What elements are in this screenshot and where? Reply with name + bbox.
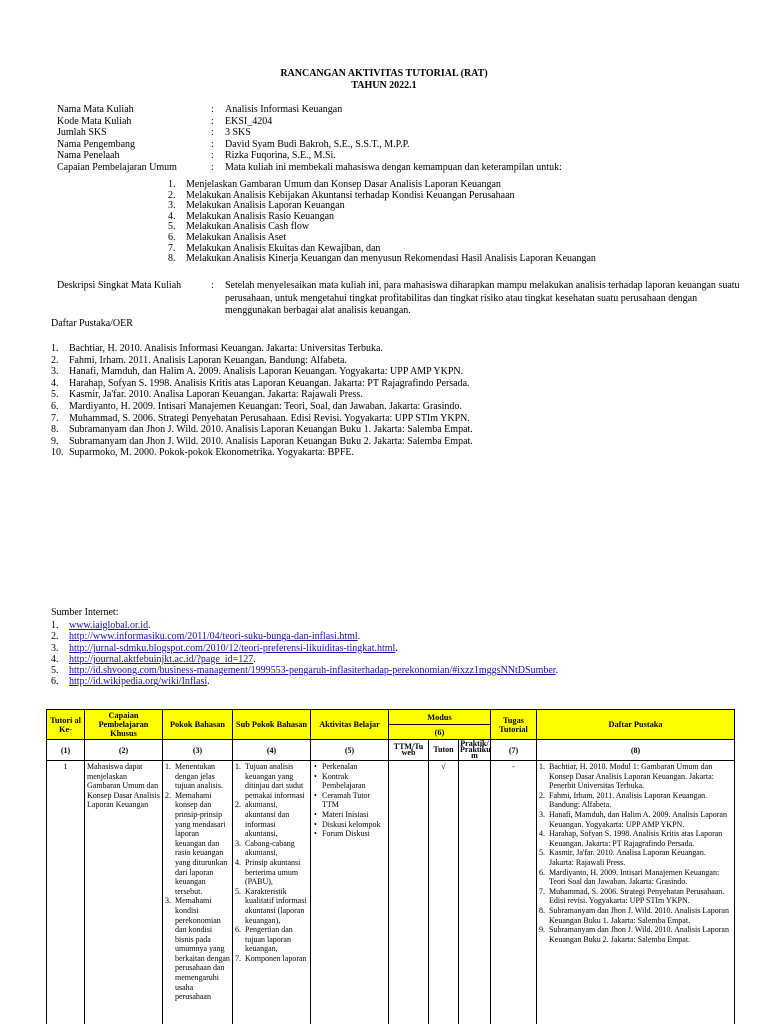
item-text: Harahap, Sofyan S. 1998. Analisis Kritis atas Laporan Keuangan. Jakarta: PT Rajagrafindo Persada. [69,377,470,389]
item-text: Subramanyam dan Jhon J. Wild. 2010. Analisis Laporan Keuangan Buku 2. Jakarta: Salemba Empat. [549,925,729,944]
item-number: 8. [168,253,176,265]
item-number: 2. [51,354,59,366]
item-text: Komponen laporan [245,953,307,963]
header-pokok-bahasan: Pokok Bahasan [163,710,233,740]
item-number: 5. [235,886,241,896]
list-item [51,366,473,378]
list-item [235,858,308,887]
internet-sources-list [51,620,558,688]
header-tugas: Tugas Tutorial [491,710,537,740]
item-text: Kasmir, Ja'far. 2010. Analisa Laporan Keuangan. Jakarta: Rajawali Press. [549,848,706,867]
item-number: 6. [51,676,59,688]
internet-sources-heading: Sumber Internet: [51,607,119,618]
header-aktivitas: Aktivitas Belajar [311,710,389,740]
list-item [51,401,473,413]
item-number: 5. [51,665,59,677]
item-text: Memahami kondisi perekonomian dan kondisi bisnis pada umumnya yang berkaitan dengan perusahaan dan memengaruhi usaha perusahaan [175,896,230,1002]
source-link[interactable]: www.iaiglobal.or.id [69,620,149,631]
header-modus-number: (6) [389,725,491,740]
item-number: 4. [168,210,176,222]
list-item [235,800,308,838]
document-year: TAHUN 2022.1 [351,80,417,91]
item-number: 7. [235,953,241,963]
source-link[interactable]: http://id.wikipedia.org/wiki/Inflasi [69,676,208,688]
document-title: RANCANGAN AKTIVITAS TUTORIAL (RAT) [280,68,488,79]
list-item: • Diskusi kelompok [313,820,386,830]
meta-label: Jumlah SKS [57,127,107,139]
header-modus: Modus [389,710,491,725]
item-text: Kasmir, Ja'far. 2010. Analisa Laporan Keuangan. Jakarta: Rajawali Press. [69,389,363,401]
list-item [51,413,473,425]
column-number: (4) [233,740,311,761]
punctuation: . [207,676,210,688]
table-row [47,761,735,1024]
item-text: Suparmoko, M. 2000. Pokok-pokok Ekonometrika. Yogyakarta: BPFE. [69,447,354,459]
header-ttm: TTM/Tu web [389,740,429,761]
list-item [539,906,732,925]
learning-outcomes-list [168,180,596,265]
item-text: Mardiyanto, H. 2009. Intisari Manajemen Keuangan: Teori Soal dan Jawaban. Jakarta: Grasindo. [549,867,720,887]
item-text: Subramanyam dan Jhon J. Wild. 2010. Analisis Laporan Keuangan Buku 1. Jakarta: Salemba Empat. [69,424,473,436]
item-number: 10. [51,447,64,459]
references-list [51,343,473,459]
meta-value: 3 SKS [225,127,251,139]
item-number: 8. [51,424,59,436]
list-item [539,762,732,791]
meta-value: Rizka Fuqorina, S.E., M.Si. [225,150,336,162]
meta-label: Nama Pengembang [57,138,136,150]
list-item [51,447,473,459]
header-tuton: Tuton [429,740,459,761]
list-item [165,791,230,897]
list-item [235,954,308,964]
item-number: 9. [51,435,59,447]
column-number: (2) [85,740,163,761]
list-item [235,762,308,800]
item-number: 3. [539,809,545,819]
list-item [539,887,732,906]
item-text: Hanafi, Mamduh, dan Halim A. 2009. Analisis Laporan Keuangan. Yogyakarta: UPP AMP YKPN. [549,809,727,829]
item-text: Menjelaskan Gambaran Umum dan Konsep Dasar Analisis Laporan Keuangan [186,179,501,190]
list-item [51,378,473,390]
meta-label: Capaian Pembelajaran Umum [57,161,177,173]
list-item: • Forum Diskusi [313,829,386,839]
item-text: Melakukan Analisis Laporan Keuangan [186,200,345,212]
item-text: Harahap, Sofyan S. 1998. Analisis Kritis atas Laporan Keuangan. Jakarta: PT Rajagrafindo Persada. [549,829,723,848]
meta-label: Kode Mata Kuliah [57,115,132,127]
cell-tuton-check: √ [429,761,459,1024]
item-number: 1. [235,762,241,771]
cell-tugas: - [491,761,537,1024]
item-number: 1. [51,343,59,354]
cell-daftar-pustaka [537,761,735,1024]
tutorial-activity-table [46,709,735,1024]
meta-colon: : [211,115,214,127]
item-text: Melakukan Analisis Kinerja Keuangan dan menyusun Rekomendasi Hasil Analisis Laporan Keuangan [186,253,596,265]
meta-value: Analisis Informasi Keuangan [225,104,343,115]
item-text: Mardiyanto, H. 2009. Intisari Manajemen Keuangan: Teori, Soal, dan Jawaban. Jakarta: Grasindo. [69,400,462,412]
item-text: Melakukan Analisis Cash flow [186,221,310,233]
item-text: Melakukan Analisis Ekuitas dan Kewajiban, dan [186,242,381,254]
list-item [539,810,732,829]
list-item [168,254,596,265]
cell-aktivitas [311,761,389,1024]
source-link[interactable]: http://www.informasiku.com/2011/04/teori-suku-bunga-dan-inflasi.html [69,631,358,643]
item-text: Menentukan dengan jelas tujuan analisis. [175,762,223,791]
meta-value: David Syam Budi Bakroh, S.E., S.S.T., M.P.P. [225,138,410,150]
punctuation: . [395,642,398,654]
cell-sub-pokok-bahasan [233,761,311,1024]
item-number: 5. [539,848,545,858]
item-number: 6. [51,400,59,412]
list-item [165,896,230,1002]
list-item [51,631,558,642]
item-text: Bachtiar, H. 2010. Modul 1: Gambaran Umum dan Konsep Dasar Analisis Laporan Keuangan. Jakarta: Penerbit Universitas Terbuka. [549,762,714,791]
item-text: Tujuan analisis keuangan yang ditinjau dari sudut pemakai informasi [245,762,305,800]
table-number-row [47,740,735,761]
item-number: 1. [51,620,59,631]
punctuation: . [555,665,559,677]
item-text: akuntansi, akuntansi dan informasi akuntansi, [245,800,290,839]
meta-colon: : [211,150,214,162]
column-number: (1) [47,740,85,761]
column-number: (7) [491,740,537,761]
item-number: 4. [51,377,59,389]
list-item [539,925,732,944]
list-item [51,676,558,687]
item-text: Muhammad, S. 2006. Strategi Penyehatan Perusahaan. Edisi Revisi. Yogyakarta: UPP STIm YKPN. [69,412,470,424]
meta-label: Nama Mata Kuliah [57,104,134,115]
item-number: 1. [165,762,171,771]
cell-pokok-bahasan [163,761,233,1024]
item-text: Karakteristik kualitatif informasi akuntansi (laporan keuangan), [245,886,307,925]
item-number: 2. [165,790,171,800]
cell-praktik [459,761,491,1024]
item-text: Melakukan Analisis Rasio Keuangan [186,210,335,222]
header-daftar-pustaka: Daftar Pustaka [537,710,735,740]
item-number: 4. [51,653,59,665]
item-text: Subramanyam dan Jhon J. Wild. 2010. Analisis Laporan Keuangan Buku 2. Jakarta: Salemba Empat. [69,435,473,447]
item-number: 1. [539,762,545,771]
item-text: Melakukan Analisis Kebijakan Akuntansi terhadap Kondisi Keuangan Perusahaan [186,189,515,201]
item-number: 4. [539,829,545,839]
list-item [51,424,473,436]
punctuation: . [357,631,361,643]
cell-capaian: Mahasiswa dapat menjelaskan Gambaran Umum dan Konsep Dasar Analisis Laporan Keuangan [85,761,163,1024]
description-label: Deskripsi Singkat Mata Kuliah [57,280,182,291]
item-number: 4. [235,857,241,867]
item-number: 6. [235,925,241,935]
item-text: Memahami konsep dan prinsip-prinsip yang mendasari laporan keuangan dan rasio keuangan yang diturunkan dari laporan keuangan tersebut. [175,790,228,896]
item-number: 5. [168,221,176,233]
column-number: (8) [537,740,735,761]
meta-value: Mata kuliah ini membekali mahasiswa dengan kemampuan dan keterampilan untuk: [225,161,562,173]
list-item [51,343,473,355]
item-number: 6. [539,867,545,877]
meta-colon: : [211,127,214,139]
header-sub-pokok-bahasan: Sub Pokok Bahasan [233,710,311,740]
item-number: 7. [539,886,545,896]
list-item [539,848,732,867]
meta-label: Nama Penelaah [57,150,120,162]
list-item: • Ceramah Tutor TTM [313,791,386,810]
item-number: 2. [539,790,545,800]
list-item [51,654,558,665]
item-text: Prinsip akuntansi berterima umum (PABU), [245,857,301,887]
list-item [51,643,558,654]
column-number: (5) [311,740,389,761]
item-number: 7. [168,242,176,254]
item-number: 8. [539,905,545,915]
item-text: Hanafi, Mamduh, dan Halim A. 2009. Analisis Laporan Keuangan. Yogyakarta: UPP AMP YKPN. [69,366,464,378]
punctuation: . [253,653,256,665]
list-item [51,665,558,676]
list-item: • Kontrak Pembelajaran [313,772,386,791]
item-number: 6. [168,231,176,243]
item-text: Melakukan Analisis Aset [186,231,286,243]
item-number: 3. [165,896,171,906]
list-item [235,839,308,858]
meta-colon: : [211,104,214,115]
item-number: 3. [51,642,59,654]
item-number: 2. [51,631,59,643]
item-text: Subramanyam dan Jhon J. Wild. 2010. Analisis Laporan Keuangan Buku 1. Jakarta: Salemba Empat. [549,905,729,925]
list-item: • Materi Inisiasi [313,810,386,820]
header-praktik: Praktik/ Praktiku m [460,739,491,760]
header-tutorial: Tutori al Ke- [47,710,85,740]
references-heading: Daftar Pustaka/OER [51,318,133,329]
item-number: 2. [235,800,241,810]
item-text: Fahmi, Irham. 2011. Analisis Laporan Keuangan. Bandung: Alfabeta. [549,790,708,810]
list-item: • Perkenalan [313,762,386,772]
item-number: 3. [51,366,59,378]
meta-colon: : [211,280,214,291]
item-text: Fahmi, Irham. 2011. Analisis Laporan Keuangan. Bandung: Alfabeta. [69,354,347,366]
list-item [235,887,308,925]
meta-colon: : [211,138,214,150]
list-item [51,389,473,401]
item-number: 5. [51,389,59,401]
item-number: 3. [168,200,176,212]
description-text: Setelah menyelesaikan mata kuliah ini, para mahasiswa diharapkan mampu melakukan analisis terhadap laporan keuangan suatu perusahaan, untuk mengetahui tingkat profitabilitas dan tingkat risiko atau tingkat kesehatan suatu perusahaan dengan menggunakan berbagai alat analisis keuangan. [225,280,740,317]
item-number: 9. [539,925,545,935]
item-text: Cabang-cabang akuntansi, [245,838,295,858]
item-number: 2. [168,189,176,201]
list-item [51,355,473,367]
header-capaian: Capaian Pembelajaran Khusus [85,710,163,740]
punctuation: . [148,620,151,631]
list-item [539,868,732,887]
cell-ttm [389,761,429,1024]
meta-colon: : [211,161,214,173]
list-item [51,620,558,631]
meta-value: EKSI_4204 [225,115,273,127]
item-text: Pengertian dan tujuan laporan keuangan, [245,925,293,954]
item-text: Muhammad, S. 2006. Strategi Penyehatan Perusahaan. Edisi revisi. Yogyakarta: UPP STIm YKPN. [549,886,725,906]
source-link[interactable]: http://id.shvoong.com/business-management/1999553-pengaruh-inflasiterhadap-perekonomian/#ixzz1mggsNNtDSumber [69,665,556,677]
cell-tutorial: 1 [47,761,85,1024]
source-link[interactable]: http://journal.aktfebuinjkt.ac.id/?page_id=127 [69,653,254,665]
list-item [539,829,732,848]
list-item [165,762,230,791]
item-number: 3. [235,838,241,848]
table-header-row [47,710,735,725]
list-item [539,791,732,810]
item-number: 7. [51,412,59,424]
item-text: Bachtiar, H. 2010. Analisis Informasi Keuangan. Jakarta: Universitas Terbuka. [69,343,383,354]
item-number: 1. [168,179,176,190]
list-item [235,925,308,954]
column-number: (3) [163,740,233,761]
list-item [51,436,473,448]
source-link[interactable]: http://jurnal-sdmku.blogspot.com/2010/12/teori-preferensi-likuiditas-tingkat.html [69,642,396,654]
